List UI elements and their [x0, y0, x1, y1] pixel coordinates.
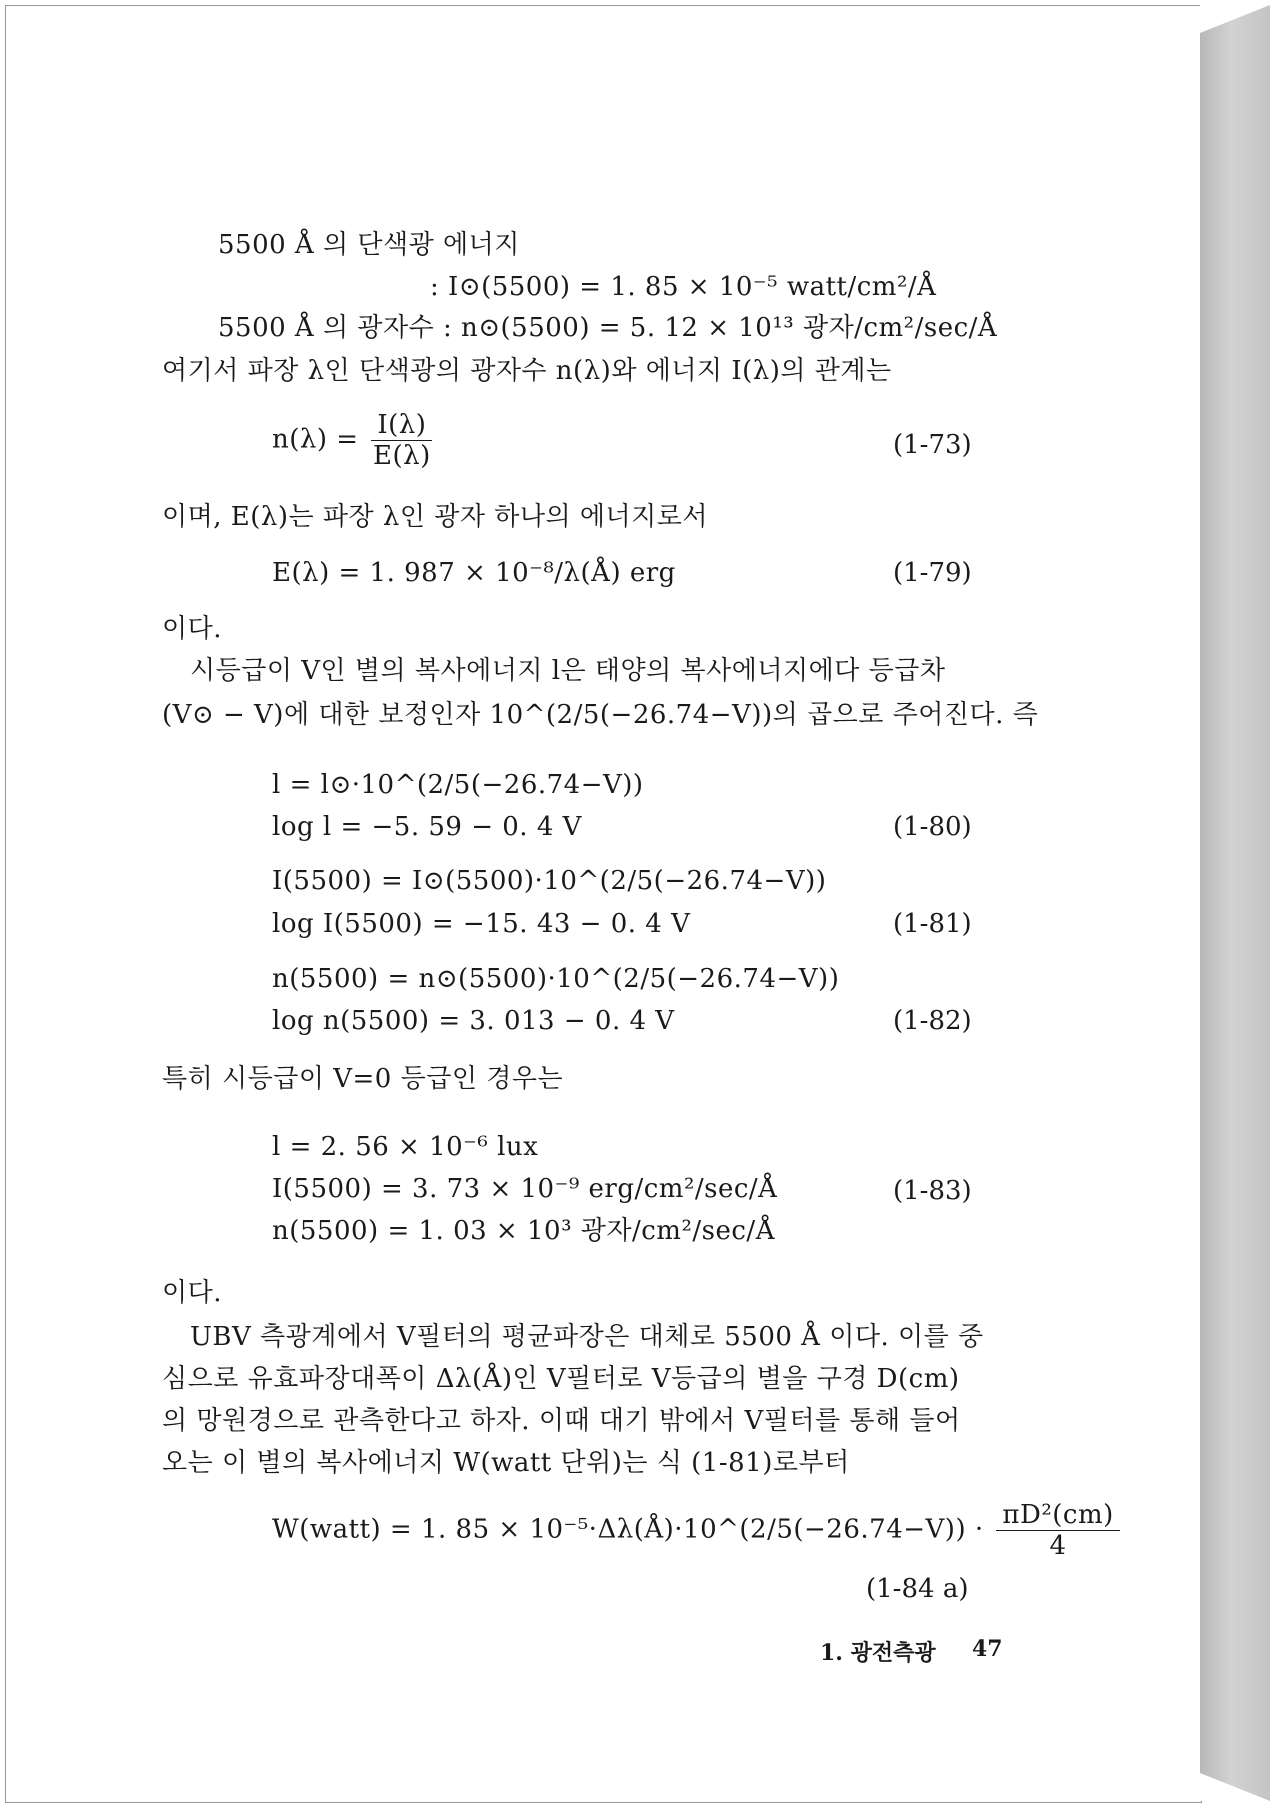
page-stack-edge	[1200, 5, 1270, 1801]
equation-line: n(5500) = 1. 03 × 10³ 광자/cm²/sec/Å	[272, 1216, 775, 1246]
equation-number: (1-80)	[893, 812, 972, 842]
equation-line: log l = −5. 59 − 0. 4 V	[272, 812, 582, 842]
text-line: 이다.	[162, 614, 222, 644]
text-line: 이며, E(λ)는 파장 λ인 광자 하나의 에너지로서	[162, 502, 708, 532]
fraction-numerator: πD²(cm)	[996, 1500, 1119, 1531]
fraction-denominator: 4	[1049, 1531, 1067, 1561]
equation-line: I(5500) = I⊙(5500)·10^(2/5(−26.74−V))	[272, 866, 827, 896]
equation-line: I(5500) = 3. 73 × 10⁻⁹ erg/cm²/sec/Å	[272, 1174, 778, 1204]
equation-number: (1-82)	[893, 1006, 972, 1036]
text-line: 5500 Å 의 단색광 에너지	[218, 230, 520, 260]
text-line: 이다.	[162, 1278, 222, 1308]
page-number: 47	[972, 1636, 1003, 1662]
equation-lhs: W(watt) = 1. 85 × 10⁻⁵·Δλ(Å)·10^(2/5(−26.74−V)) ·	[272, 1514, 984, 1545]
equation-number: (1-81)	[893, 909, 972, 939]
equation-1-84a	[272, 1500, 1120, 1561]
text-line: UBV 측광계에서 V필터의 평균파장은 대체로 5500 Å 이다. 이를 중	[190, 1322, 984, 1352]
fraction	[371, 410, 432, 471]
equation-1-73	[272, 410, 432, 471]
equation-line: l = 2. 56 × 10⁻⁶ lux	[272, 1132, 539, 1162]
equation-number: (1-83)	[893, 1176, 972, 1206]
text-line: 오는 이 별의 복사에너지 W(watt 단위)는 식 (1-81)로부터	[162, 1448, 850, 1478]
equation-1-79: E(λ) = 1. 987 × 10⁻⁸/λ(Å) erg	[272, 558, 676, 588]
fraction-numerator: I(λ)	[371, 410, 432, 441]
text-line: 심으로 유효파장대폭이 Δλ(Å)인 V필터로 V등급의 별을 구경 D(cm)	[162, 1364, 960, 1394]
text-line: 여기서 파장 λ인 단색광의 광자수 n(λ)와 에너지 I(λ)의 관계는	[162, 356, 892, 386]
equation-number: (1-84 a)	[866, 1574, 969, 1604]
equation-number: (1-73)	[893, 430, 972, 460]
equation-number: (1-79)	[893, 558, 972, 588]
equation-line: log I(5500) = −15. 43 − 0. 4 V	[272, 909, 691, 939]
text-line: 시등급이 V인 별의 복사에너지 l은 태양의 복사에너지에다 등급차	[190, 656, 946, 686]
fraction	[996, 1500, 1119, 1561]
text-line: (V⊙ − V)에 대한 보정인자 10^(2/5(−26.74−V))의 곱으로 주어진다. 즉	[162, 700, 1039, 730]
running-footer-section: 1. 광전측광	[820, 1640, 936, 1666]
text-line: 5500 Å 의 광자수 : n⊙(5500) = 5. 12 × 10¹³ 광자/cm²/sec/Å	[218, 313, 998, 343]
text-line: 특히 시등급이 V=0 등급인 경우는	[162, 1064, 564, 1094]
text-line: 의 망원경으로 관측한다고 하자. 이때 대기 밖에서 V필터를 통해 들어	[162, 1406, 961, 1436]
equation-line: l = l⊙·10^(2/5(−26.74−V))	[272, 770, 644, 800]
equation-line: n(5500) = n⊙(5500)·10^(2/5(−26.74−V))	[272, 964, 840, 994]
fraction-denominator: E(λ)	[372, 441, 431, 471]
equation-line: : I⊙(5500) = 1. 85 × 10⁻⁵ watt/cm²/Å	[430, 272, 937, 302]
equation-lhs: n(λ) =	[272, 424, 359, 455]
equation-line: log n(5500) = 3. 013 − 0. 4 V	[272, 1006, 675, 1036]
